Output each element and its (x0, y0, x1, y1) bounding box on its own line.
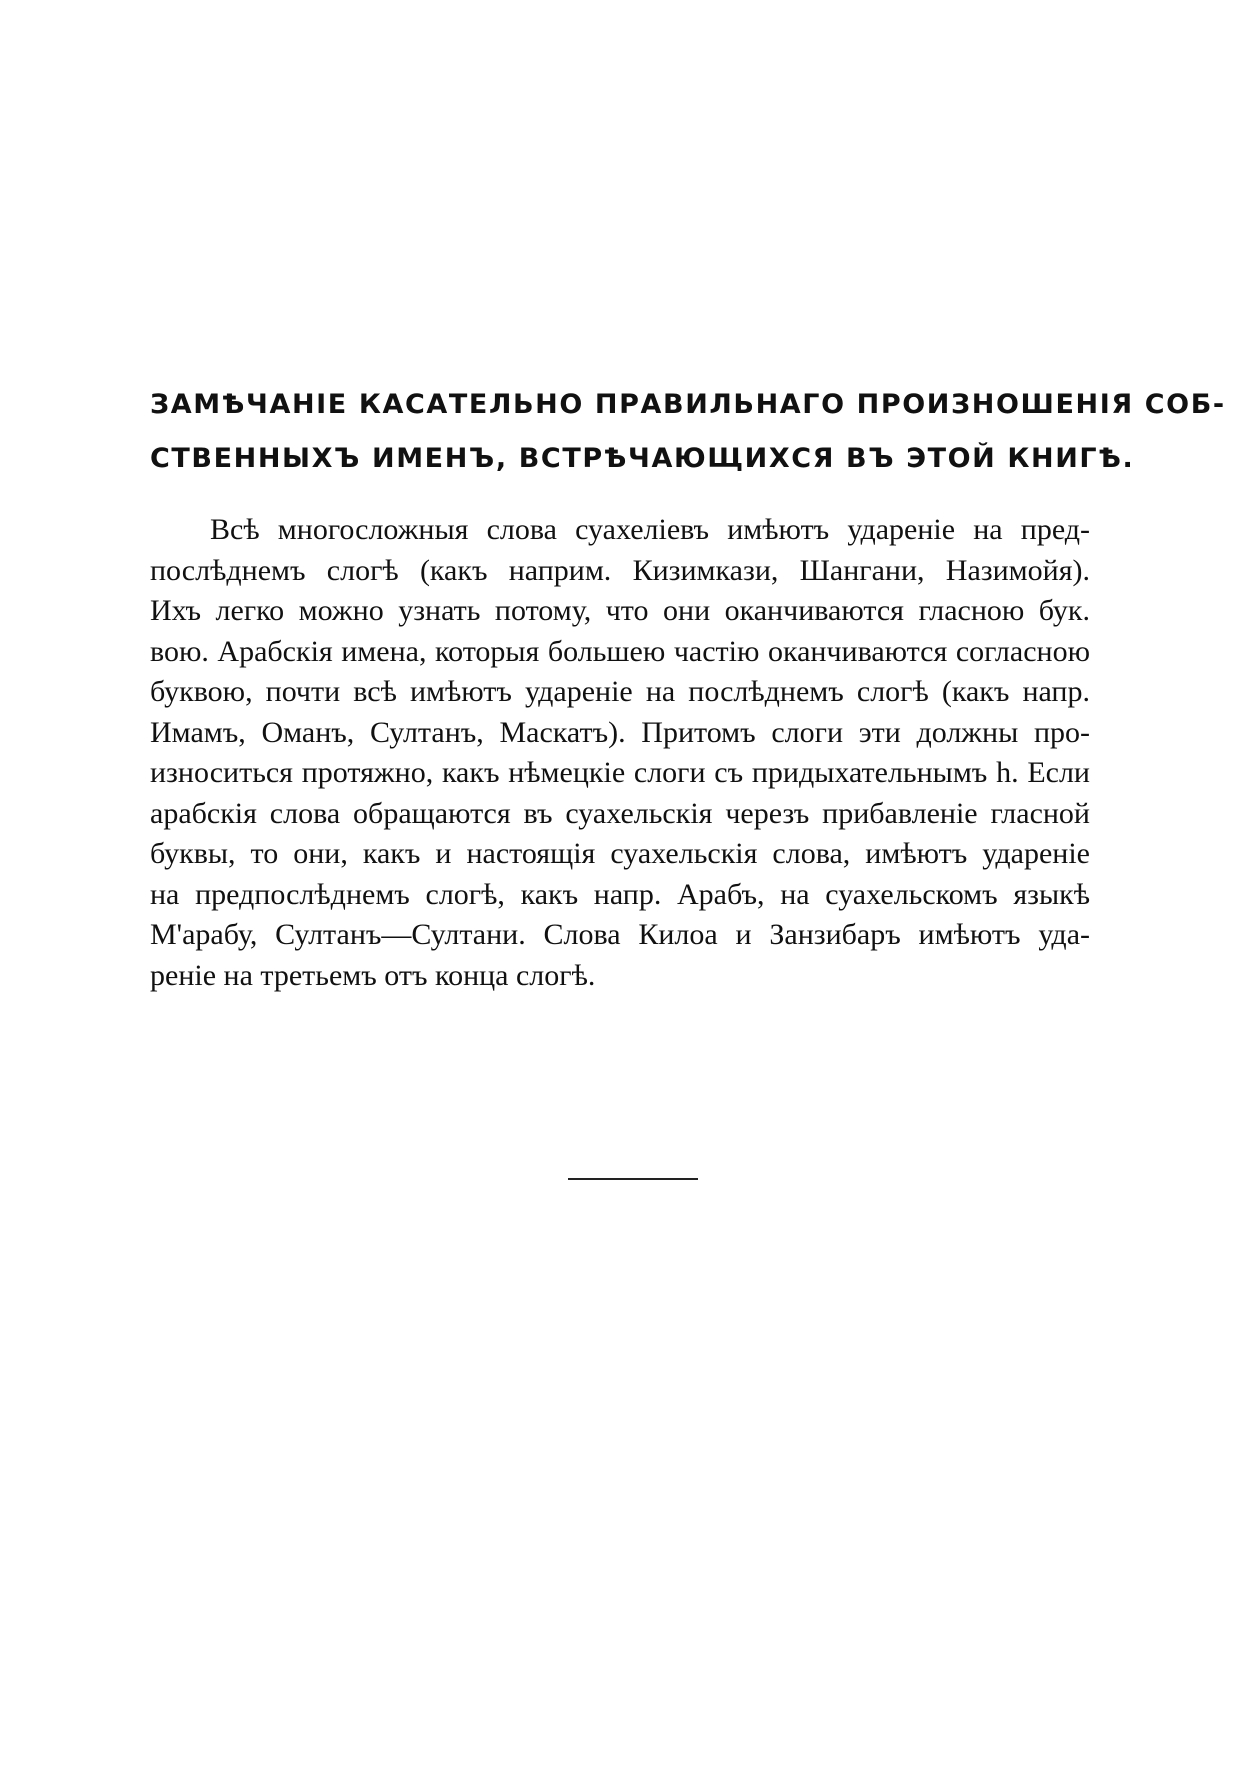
paragraph-line: износиться протяжно, какъ нѣмецкіе слоги съ придыхательнымъ h. Если (150, 756, 1090, 789)
paragraph-line: Имамъ, Оманъ, Султанъ, Маскатъ). Притомъ слоги эти должны про- (150, 715, 1090, 749)
paragraph-line: М'арабу, Султанъ—Султани. Слова Килоа и Занзибаръ имѣютъ уда- (150, 918, 1090, 951)
paragraph-line: Ихъ легко можно узнать потому, что они оканчиваются гласною бук. (150, 594, 1090, 627)
heading-line: ЗАМѢЧАНІЕ КАСАТЕЛЬНО ПРАВИЛЬНАГО ПРОИЗНОШЕНІЯ СОБ- (150, 389, 1226, 420)
paragraph-line: Всѣ многосложныя слова суахеліевъ имѣютъ удареніе на пред- (210, 513, 1090, 546)
paragraph-line: вою. Арабскія имена, которыя большею частію оканчиваются согласною (150, 634, 1090, 668)
heading-line: СТВЕННЫХЪ ИМЕНЪ, ВСТРѢЧАЮЩИХСЯ ВЪ ЭТОЙ КНИГѢ. (150, 443, 1135, 474)
paragraph-line: буквы, то они, какъ и настоящія суахельскія слова, имѣютъ удареніе (150, 837, 1090, 870)
paragraph-line: реніе на третьемъ отъ конца слогѣ. (150, 958, 596, 992)
divider-rule (568, 1178, 698, 1180)
paragraph-line: буквою, почти всѣ имѣютъ удареніе на послѣднемъ слогѣ (какъ напр. (150, 675, 1090, 708)
section-heading (150, 378, 1226, 486)
paragraph-line: арабскія слова обращаются въ суахельскія черезъ прибавленіе гласной (150, 796, 1090, 830)
body-paragraph (150, 510, 1090, 996)
paragraph-line: на предпослѣднемъ слогѣ, какъ напр. Арабъ, на суахельскомъ языкѣ (150, 877, 1090, 911)
paragraph-line: послѣднемъ слогѣ (какъ наприм. Кизимкази, Шангани, Назимойя). (150, 553, 1090, 587)
